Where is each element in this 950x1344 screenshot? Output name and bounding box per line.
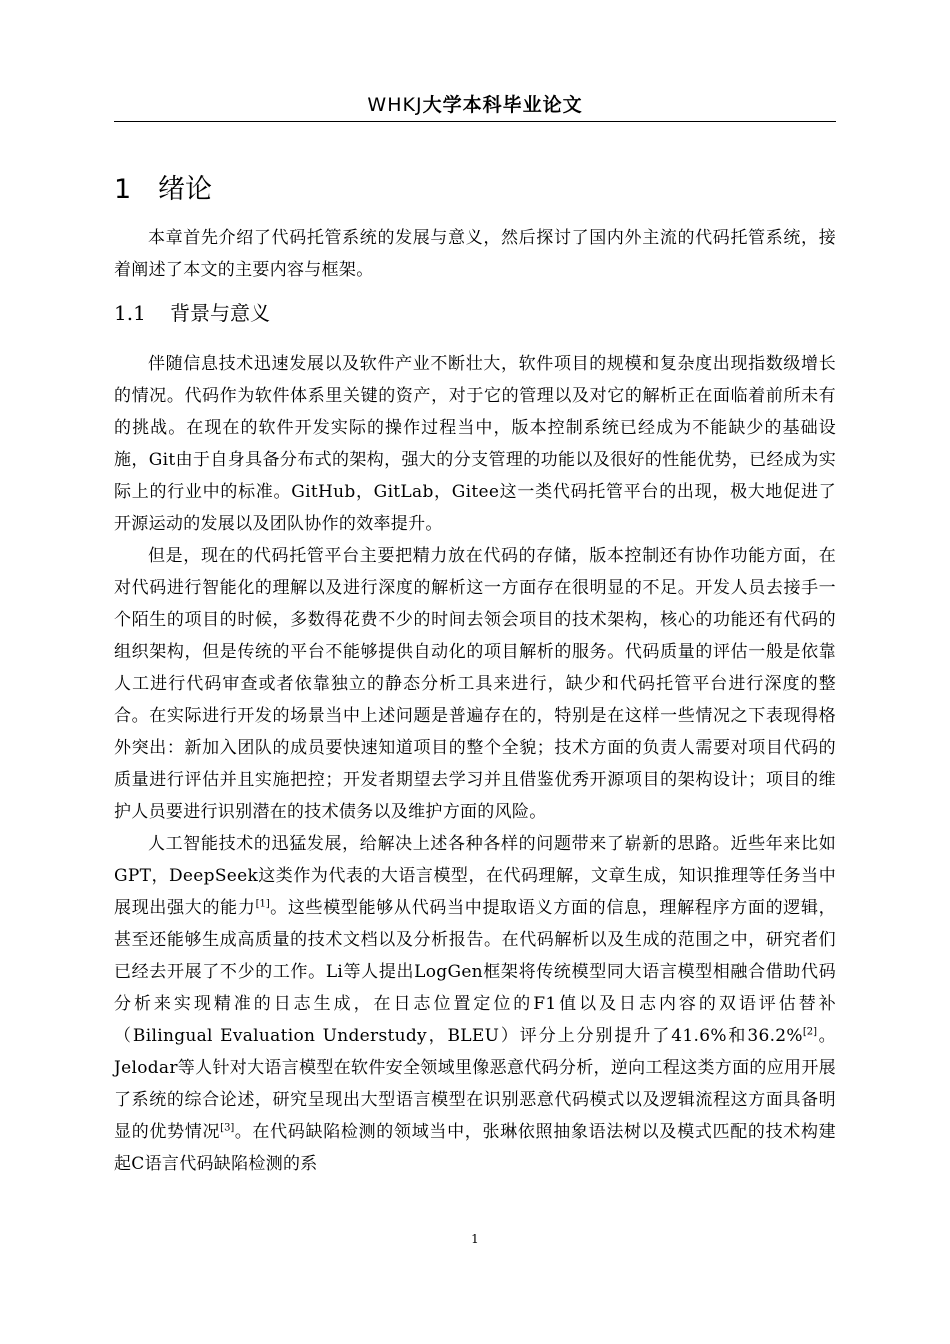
chapter-title — [114, 170, 836, 210]
paper-body — [114, 170, 836, 1180]
body-paragraph-2: 但是，现在的代码托管平台主要把精力放在代码的存储，版本控制还有协作功能方面，在对代码进行智能化的理解以及进行深度的解析这一方面存在很明显的不足。开发人员去接手一个陌生的项目的时候，多数得花费不少的时间去领会项目的技术架构，核心的功能还有代码的组织架构，但是传统的平台不能够提供自动化的项目解析的服务。代码质量的评估一般是依靠人工进行代码审查或者依靠独立的静态分析工具来进行，缺少和代码托管平台进行深度的整合。在实际进行开发的场景当中上述问题是普遍存在的，特别是在这样一些情况之下表现得格外突出：新加入团队的成员要快速知道项目的整个全貌；技术方面的负责人需要对项目代码的质量进行评估并且实施把控；开发者期望去学习并且借鉴优秀开源项目的架构设计；项目的维护人员要进行识别潜在的技术债务以及维护方面的风险。 — [114, 546, 836, 822]
section-number: 1.1 — [114, 301, 146, 325]
running-header — [114, 92, 836, 118]
paragraph-3-part-a: 人工智能技术的迅猛发展，给解决上述各种各样的问题带来了崭新的思路。近些年来比如GPT，DeepSeek这类作为代表的大语言模型，在代码理解，文章生成，知识推理等任务当中展现出强大的能力 — [114, 834, 836, 918]
paragraph-3-part-d: 。在代码缺陷检测的领域当中，张琳依照抽象语法树以及模式匹配的技术构建起C语言代码缺陷检测的系 — [114, 1122, 836, 1174]
citation-2: [2] — [802, 1026, 818, 1038]
section-title — [114, 298, 836, 328]
chapter-intro-paragraph: 本章首先介绍了代码托管系统的发展与意义，然后探讨了国内外主流的代码托管系统，接着阐述了本文的主要内容与框架。 — [114, 228, 836, 280]
body-paragraph-3 — [114, 828, 836, 1180]
section-title-text: 背景与意义 — [170, 301, 270, 325]
paragraph-3-part-c: 。Jelodar等人针对大语言模型在软件安全领域里像恶意代码分析，逆向工程这类方面的应用开展了系统的综合论述，研究呈现出大型语言模型在识别恶意代码模式以及逻辑流程这方面具备明显的优势情况 — [114, 1026, 836, 1142]
header-cjk: 大学本科毕业论文 — [422, 94, 583, 116]
chapter-number: 1 — [114, 174, 132, 205]
page-number: 1 — [471, 1232, 479, 1246]
paragraph-3-part-b: 。这些模型能够从代码当中提取语义方面的信息，理解程序方面的逻辑，甚至还能够生成高质量的技术文档以及分析报告。在代码解析以及生成的范围之中，研究者们已经去开展了不少的工作。Li等人提出LogGen框架将传统模型同大语言模型相融合借助代码分析来实现精准的日志生成，在日志位置定位的F1值以及日志内容的双语评估替补（Bilingual Evaluation Understudy，BLEU）评分上分别提升了41.6%和36.2% — [114, 898, 836, 1046]
citation-3: [3] — [220, 1122, 235, 1134]
header-latin: WHKJ — [367, 94, 423, 116]
citation-1: [1] — [255, 898, 270, 910]
body-paragraph-1: 伴随信息技术迅速发展以及软件产业不断壮大，软件项目的规模和复杂度出现指数级增长的情况。代码作为软件体系里关键的资产，对于它的管理以及对它的解析正在面临着前所未有的挑战。在现在的软件开发实际的操作过程当中，版本控制系统已经成为不能缺少的基础设施，Git由于自身具备分布式的架构，强大的分支管理的功能以及很好的性能优势，已经成为实际上的行业中的标准。GitHub，GitLab，Gitee这一类代码托管平台的出现，极大地促进了开源运动的发展以及团队协作的效率提升。 — [114, 354, 836, 534]
chapter-title-text: 绪论 — [158, 174, 212, 205]
header-rule — [114, 121, 836, 122]
